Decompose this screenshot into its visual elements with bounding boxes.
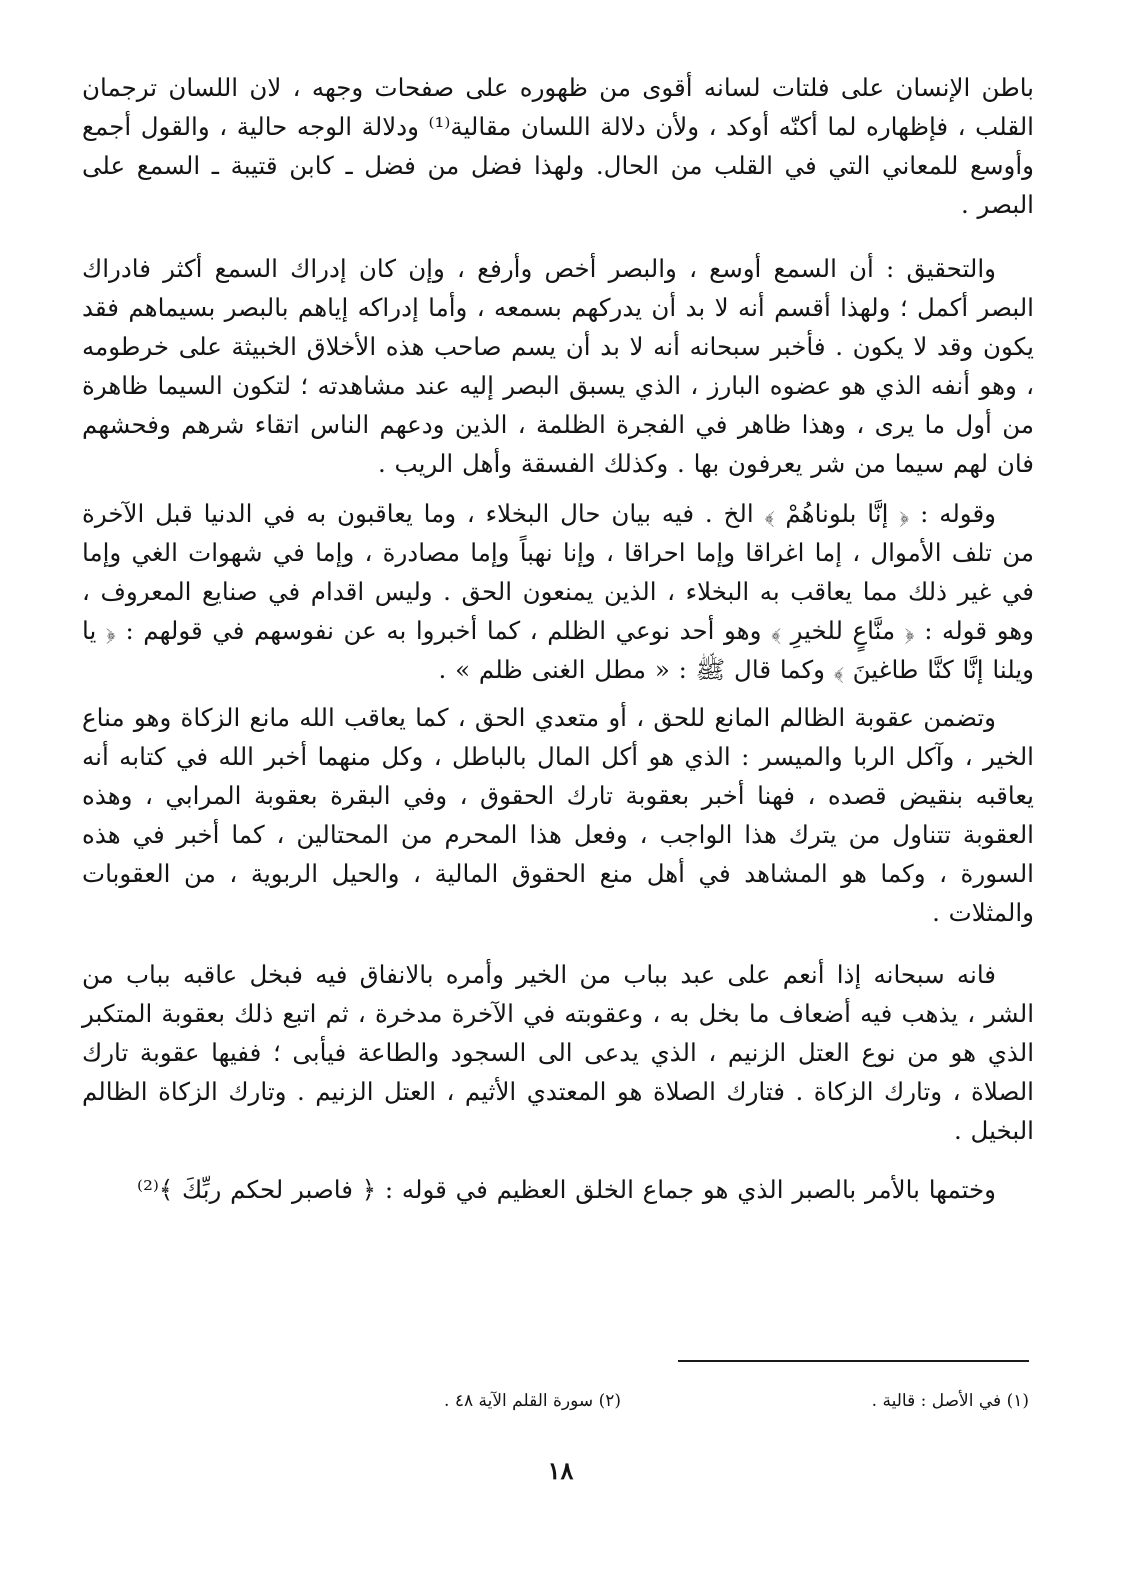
paragraph-text: وختمها بالأمر بالصبر الذي هو جماع الخلق العظيم في قوله : ﴿ فاصبر لحكم ربِّكَ ﴾⁽²⁾ xyxy=(137,1175,996,1204)
paragraph-text: باطن الإنسان على فلتات لسانه أقوى من ظهوره على صفحات وجهه ، لان اللسان ترجمان القلب ، فإظهاره لما أكنّه أوكد ، ولأن دلالة اللسان مقالية⁽¹⁾ ودلالة الوجه حالية ، والقول أجمع وأوسع للمعاني التي في القلب من الحال. ولهذا فضل من فضل ـ كابن قتيبة ـ السمع على البصر . xyxy=(82,73,1034,219)
paragraph-5 xyxy=(82,955,1034,1150)
footnote-1: (١) في الأصل : قالية . xyxy=(871,1391,1029,1411)
footnote-2: (٢) سورة القلم الآية ٤٨ . xyxy=(444,1391,621,1411)
paragraph-6 xyxy=(82,1170,1034,1209)
paragraph-text: فانه سبحانه إذا أنعم على عبد بباب من الخير وأمره بالانفاق فيه فبخل عاقبه بباب من الشر ، يذهب فيه أضعاف ما بخل به ، وعقوبته في الآخرة مدخرة ، ثم اتبع ذلك بعقوبة المتكبر الذي هو من نوع العتل الزنيم ، الذي يدعى الى السجود والطاعة فيأبى ؛ ففيها عقوبة تارك الصلاة ، وتارك الزكاة . فتارك الصلاة هو المعتدي الأثيم ، العتل الزنيم . وتارك الزكاة الظالم البخيل . xyxy=(82,960,1034,1145)
paragraph-2 xyxy=(82,249,1034,483)
document-body xyxy=(82,68,1034,1209)
paragraph-3 xyxy=(82,494,1034,689)
paragraph-text: وتضمن عقوبة الظالم المانع للحق ، أو متعدي الحق ، كما يعاقب الله مانع الزكاة وهو مناع الخير ، وآكل الربا والميسر : الذي هو أكل المال بالباطل ، وكل منهما أخبر الله في كتابه أنه يعاقبه بنقيض قصده ، فهنا أخبر بعقوبة تارك الحقوق ، وفي البقرة بعقوبة المرابي ، وهذه العقوبة تتناول من يترك هذا الواجب ، وفعل هذا المحرم من المحتالين ، كما أخبر في هذه السورة ، وكما هو المشاهد في أهل منع الحقوق المالية ، والحيل الربوية ، من العقوبات والمثلات . xyxy=(82,703,1034,927)
paragraph-text: وقوله : ﴿ إنَّا بلوناهُمْ ﴾ الخ . فيه بيان حال البخلاء ، وما يعاقبون به في الدنيا قبل الآخرة من تلف الأموال ، إما اغراقا وإما احراقا ، وإنا نهباً وإما مصادرة ، وإما في شهوات الغي وإما في غير ذلك مما يعاقب به البخلاء ، الذين يمنعون الحق . وليس اقدام في صنايع المعروف ، وهو قوله : ﴿ منَّاعٍ للخيرِ ﴾ وهو أحد نوعي الظلم ، كما أخبروا به عن نفوسهم في قولهم : ﴿ يا ويلنا إنَّا كنَّا طاغينَ ﴾ وكما قال ﷺ : « مطل الغنى ظلم » . xyxy=(82,499,1034,684)
paragraph-1 xyxy=(82,68,1034,224)
page-number: ١٨ xyxy=(547,1456,574,1485)
footnote-separator xyxy=(678,1360,1029,1362)
paragraph-4 xyxy=(82,698,1034,932)
paragraph-text: والتحقيق : أن السمع أوسع ، والبصر أخص وأرفع ، وإن كان إدراك السمع أكثر فادراك البصر أكمل ؛ ولهذا أقسم أنه لا بد أن يدركهم بسمعه ، وأما إدراكه إياهم بالبصر بسيماهم فقد يكون وقد لا يكون . فأخبر سبحانه أنه لا بد أن يسم صاحب هذه الأخلاق الخبيثة على خرطومه ، وهو أنفه الذي هو عضوه البارز ، الذي يسبق البصر إليه عند مشاهدته ؛ لتكون السيما ظاهرة من أول ما يرى ، وهذا ظاهر في الفجرة الظلمة ، الذين ودعهم الناس اتقاء شرهم وفحشهم فان لهم سيما من شر يعرفون بها . وكذلك الفسقة وأهل الريب . xyxy=(82,254,1034,478)
